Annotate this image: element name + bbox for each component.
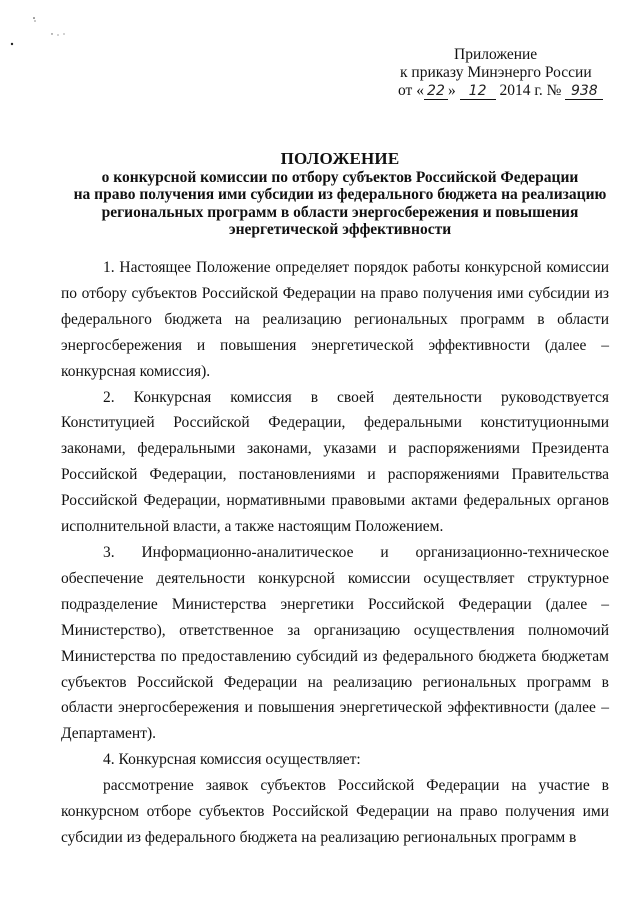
scan-specks xyxy=(8,12,78,52)
document-body xyxy=(61,255,609,851)
paragraph-2: 2. Конкурсная комиссия в своей деятельности руководствуется Конституцией Российской Федерации, федеральными конституционными законами, федеральными законами, указами и распоряжениями Президента Российской Федерации, постановлениями и распоряжениями Правительства Российской Федерации, нормативными правовыми актами федеральных органов исполнительной власти, а также настоящим Положением. xyxy=(61,388,609,536)
handwritten-order-number: 938 xyxy=(565,84,603,100)
handwritten-month: 12 xyxy=(460,84,496,100)
year-number-label: 2014 г. № xyxy=(499,82,562,99)
title-line: на право получения ими субсидии из федерального бюджета на реализацию xyxy=(73,186,607,203)
title-heading: ПОЛОЖЕНИЕ xyxy=(280,149,400,168)
quote-close: » xyxy=(447,82,456,99)
paragraph-4-item-1: рассмотрение заявок субъектов Российской Федерации на участие в конкурсном отборе субъектов Российской Федерации на право получения ими субсидии из федерального бюджета на реализацию региональных программ в xyxy=(61,777,609,846)
appendix-header xyxy=(398,46,628,100)
document-title xyxy=(40,150,640,239)
title-line: энергетической эффективности xyxy=(228,221,452,238)
order-date-number xyxy=(398,82,628,100)
handwritten-day: 22 xyxy=(424,84,448,100)
title-line: о конкурсной комиссии по отбору субъектов Российской Федерации xyxy=(101,168,579,186)
paragraph-4: 4. Конкурсная комиссия осуществляет: xyxy=(103,751,361,769)
title-line: региональных программ в области энергосбережения и повышения xyxy=(101,203,579,221)
date-prefix: от « xyxy=(398,82,424,99)
order-reference: к приказу Минэнерго России xyxy=(400,64,592,81)
paragraph-3: 3. Информационно-аналитическое и организационно-техническое обеспечение деятельности конкурсной комиссии осуществляет структурное подразделение Министерства энергетики Российской Федерации (далее – Министерство), ответственное за организацию осуществления полномочий Министерства по предоставлению субсидий из федерального бюджета бюджетам субъектов Российской Федерации на реализацию региональных программ в области энергосбережения и повышения энергетической эффективности (далее – Департамент). xyxy=(61,543,609,743)
paragraph-1: 1. Настоящее Положение определяет порядок работы конкурсной комиссии по отбору субъектов Российской Федерации на право получения ими субсидии из федерального бюджета на реализацию региональных программ в области энергосбережения и повышения энергетической эффективности (далее – конкурсная комиссия). xyxy=(61,259,609,380)
appendix-label: Приложение xyxy=(454,46,538,63)
